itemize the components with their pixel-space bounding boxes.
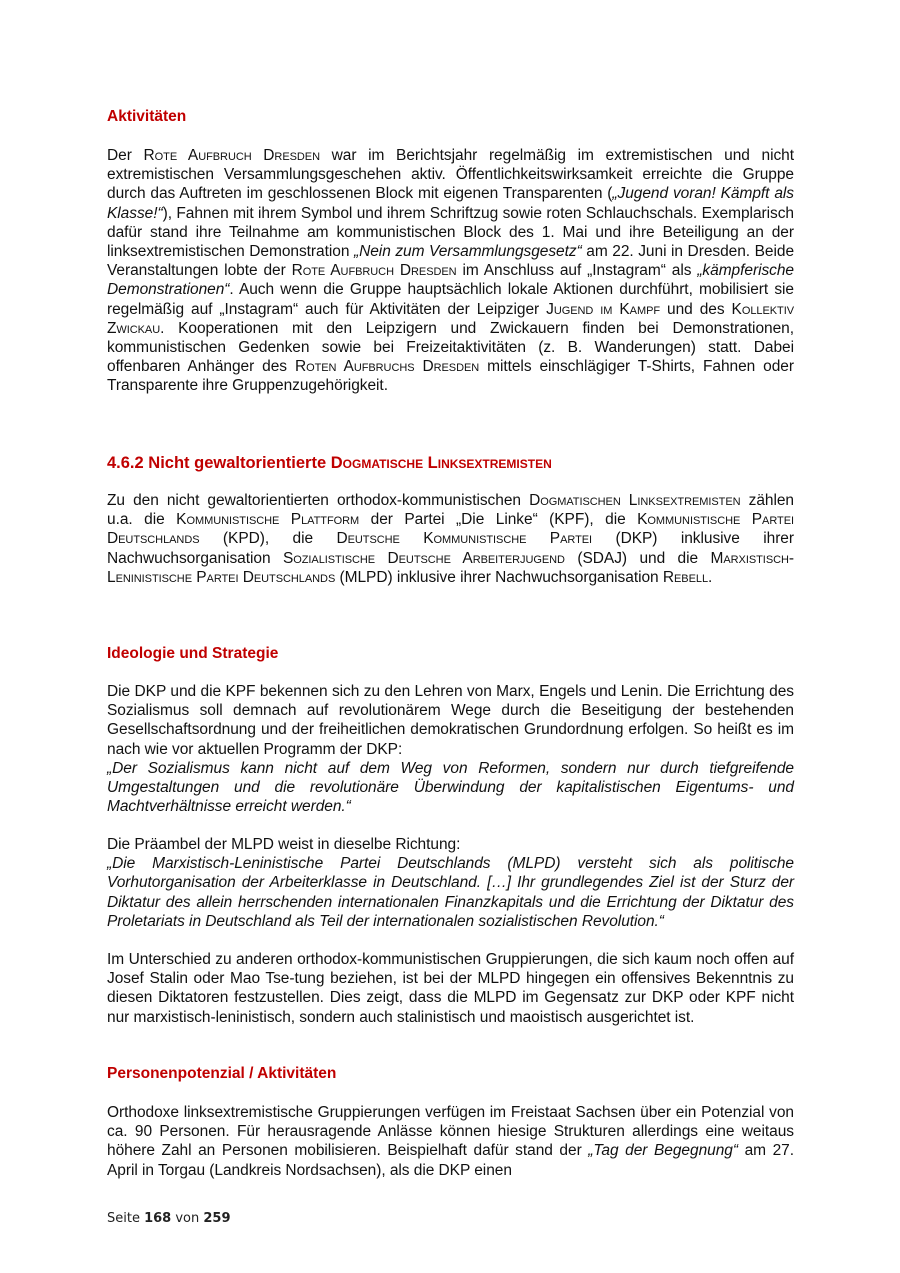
paragraph-ideology-1 [107, 682, 794, 816]
ideology-comparison-text: Im Unterschied zu anderen orthodox-kommunistischen Gruppierungen, die sich kaum noch offen auf Josef Stalin oder Mao Tse-tung beziehen, ist bei der MLPD hingegen ein offensives Bekenntnis zu diesen Diktatoren festzustellen. Dies zeigt, dass die MLPD im Gegensatz zur DKP oder KPF nicht nur marxistisch-leninistisch, sondern auch stalinistisch und maoistisch ausgerichtet ist. [107, 951, 794, 1026]
org-name: Jugend im Kampf [546, 300, 661, 318]
total-pages: 259 [203, 1211, 231, 1226]
mlpd-quote: „Die Marxistisch-Leninistische Partei Deutschlands (MLPD) versteht sich als politische Vorhutorganisation der Arbeiterklasse in Deutschland. […] Ihr grundlegendes Ziel ist der Sturz der Diktatur des allein herrschenden internationalen Finanzkapitals und die Errichtung der Diktatur des Proletariats in Deutschland als Teil der internationalen sozialistischen Revolution.“ [107, 855, 794, 930]
heading-potential: Personenpotenzial / Aktivitäten [107, 1065, 337, 1082]
org-name: Marxistisch-Leninistische Partei Deutschlands [107, 549, 794, 586]
org-name: Rebell [662, 568, 709, 586]
section-4-6-2 [107, 452, 794, 474]
section-potential [107, 1064, 794, 1084]
page-footer: Seite 168 von 259 [107, 1211, 231, 1226]
ideology-text: Die DKP und die KPF bekennen sich zu den Lehren von Marx, Engels und Lenin. Die Errichtung des Sozialismus soll demnach auf revolutionärem Wege durch die Beseitigung der bestehenden Gesellschaftsordnung und der freiheitlichen demokratischen Grundordnung erfolgen. So heißt es im nach wie vor aktuellen Programm der DKP: [107, 683, 794, 758]
org-name: Rote Aufbruch Dresden [291, 262, 457, 280]
mlpd-intro: Die Präambel der MLPD weist in dieselbe Richtung: [107, 836, 461, 853]
quote: „Tag der Begegnung“ [588, 1142, 738, 1160]
paragraph-potential [107, 1103, 794, 1180]
paragraph-activities [107, 146, 794, 396]
org-name: Kollektiv Zwickau [107, 300, 794, 337]
paragraph-ideology-3 [107, 950, 794, 1027]
heading-activities: Aktivitäten [107, 108, 187, 125]
quote: „kämpferische Demonstrationen“ [107, 262, 794, 299]
activities-text: Der Rote Aufbruch Dresden war im Berichtsjahr regelmäßig im extremistischen und nicht extremistischen Versammlungsgeschehen aktiv. Öffentlichkeitswirksamkeit erreichte die Gruppe durch das Auftreten im geschlossenen Block mit eigenen Transparenten („Jugend voran! Kämpft als Klasse!“), Fahnen mit ihrem Symbol und ihrem Schriftzug sowie roten Schlauchschals. Exemplarisch dafür stand ihre Teilnahme am kommunistischen Block des 1. Mai und ihre Beteiligung an der linksextremistischen Demonstration „Nein zum Versammlungsgesetz“ am 22. Juni in Dresden. Beide Veranstaltungen lobte der Rote Aufbruch Dresden im Anschluss auf „Instagram“ als „kämpferische Demonstrationen“. Auch wenn die Gruppe hauptsächlich lokale Aktionen durchführt, mobilisiert sie regelmäßig auf „Instagram“ auch für Aktivitäten der Leipziger Jugend im Kampf und des Kollektiv Zwickau. Kooperationen mit den Leipzigern und Zwickauern finden bei Demonstrationen, kommunistischen Gedenken sowie bei Freizeitaktivitäten (z. B. Wanderungen) statt. Dabei offenbaren Anhänger des Roten Aufbruchs Dresden mittels einschlägiger T-Shirts, Fahnen oder Transparente ihre Gruppenzugehörigkeit. [107, 147, 795, 395]
dogmatic-text: Zu den nicht gewaltorientierten orthodox-kommunistischen Dogmatischen Linksextremisten zählen u.a. die Kommunistische Plattform der Partei „Die Linke“ (KPF), die Kommunistische Partei Deutschlands (KPD), die Deutsche Kommunistische Partei (DKP) inklusive ihrer Nachwuchsorganisation Sozialistische Deutsche Arbeiterjugend (SDAJ) und die Marxistisch-Leninistische Partei Deutschlands (MLPD) inklusive ihrer Nachwuchsorganisation Rebell. [107, 492, 794, 586]
potential-text: Orthodoxe linksextremistische Gruppierungen verfügen im Freistaat Sachsen über ein Potenzial von ca. 90 Personen. Für herausragende Anlässe können hiesige Strukturen allerdings eine weitaus höhere Zahl an Personen mobilisieren. Beispielhaft dafür stand der „Tag der Begegnung“ am 27. April in Torgau (Landkreis Nordsachsen), als die DKP einen [107, 1104, 794, 1179]
org-name: Roten Aufbruchs Dresden [294, 358, 480, 376]
org-name: Deutsche Kommunistische Partei [336, 530, 593, 548]
current-page: 168 [144, 1211, 172, 1226]
org-name: Kommunistische Plattform [176, 511, 360, 529]
quote: „Jugend voran! Kämpft als Klasse!“ [107, 185, 794, 222]
heading-ideology: Ideologie und Strategie [107, 645, 279, 662]
heading-4-6-2: 4.6.2 Nicht gewaltorientierte Dogmatische Linksextremisten [107, 454, 552, 472]
org-name: Rote Aufbruch Dresden [143, 147, 320, 164]
org-name: Sozialistische Deutsche Arbeiterjugend [282, 549, 565, 567]
paragraph-4-6-2 [107, 491, 794, 587]
paragraph-ideology-2 [107, 835, 794, 931]
org-name: Dogmatischen Linksextremisten [529, 492, 741, 509]
section-ideology [107, 644, 794, 664]
org-name: Kommunistische Partei Deutschlands [107, 511, 794, 548]
section-activities [107, 107, 794, 127]
quote: „Nein zum Versammlungsgesetz“ [353, 243, 582, 261]
dkp-quote: „Der Sozialismus kann nicht auf dem Weg von Reformen, sondern nur durch tiefgreifende Umgestaltungen und die revolutionäre Überwindung der kapitalistischen Eigentums- und Machtverhältnisse erreicht werden.“ [107, 759, 794, 816]
